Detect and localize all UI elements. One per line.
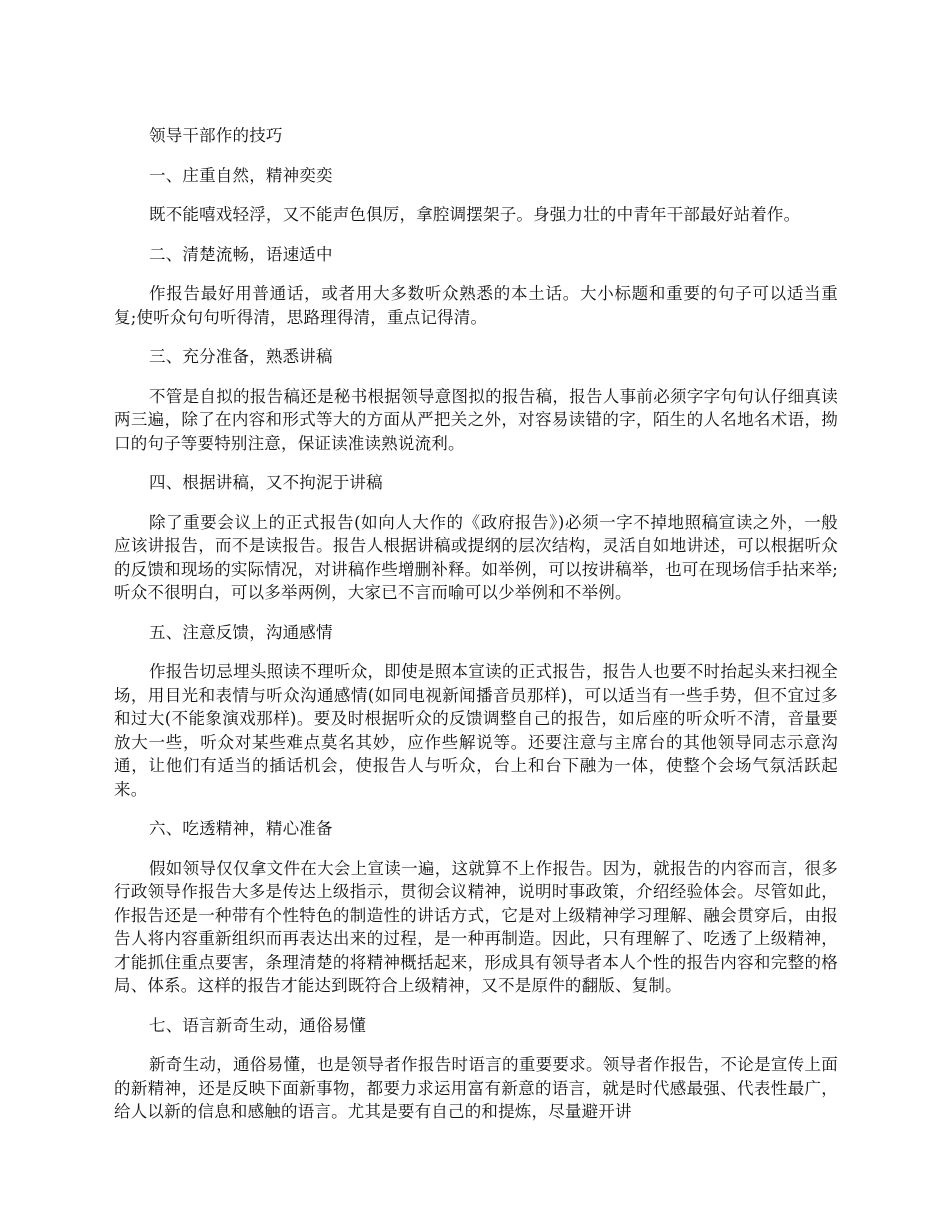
section-heading-7: 七、语言新奇生动，通俗易懂 [149, 1015, 367, 1035]
section-body-5: 作报告切忌埋头照读不理听众，即使是照本宣读的正式报告，报告人也要不时抬起头来扫视全场，用目光和表情与听众沟通感情(如同电视新闻播音员那样)，可以适当有一些手势，但不宜过多和过大(不能象演戏那样)。要及时根据听众的反馈调整自己的报告，如后座的听众听不清，音量要放大一些，听众对某些难点莫名其妙，应作些解说等。还要注意与主席台的其他领导同志示意沟通，让他们有适当的插话机会，使报告人与听众，台上和台下融为一体，使整个会场气氛活跃起来。 [114, 662, 838, 799]
section-body-2: 作报告最好用普通话，或者用大多数听众熟悉的本土话。大小标题和重要的句子可以适当重复;使听众句句听得清，思路理得清，重点记得清。 [114, 284, 838, 327]
section-heading-2: 二、清楚流畅，语速适中 [149, 244, 333, 264]
document-page [114, 124, 838, 1140]
document-title: 领导干部作的技巧 [149, 126, 283, 145]
section-heading-5: 五、注意反馈，沟通感情 [149, 622, 333, 642]
section-heading-3: 三、充分准备，熟悉讲稿 [149, 347, 333, 366]
section-heading-1: 一、庄重自然，精神奕奕 [149, 165, 333, 185]
section-body-1: 既不能嘻戏轻浮，又不能声色俱厉，拿腔调摆架子。身强力壮的中青年干部最好站着作。 [149, 205, 801, 224]
section-body-7: 新奇生动，通俗易懂，也是领导者作报告时语言的重要要求。领导者作报告，不论是宣传上面的新精神，还是反映下面新事物，都要力求运用富有新意的语言，就是时代感最强、代表性最广，给人以新的信息和感触的语言。尤其是要有自己的和提炼，尽量避开讲 [114, 1055, 838, 1121]
section-heading-4: 四、根据讲稿，又不拘泥于讲稿 [149, 473, 383, 492]
section-body-4: 除了重要会议上的正式报告(如向人大作的《政府报告》)必须一字不掉地照稿宣读之外，一般应该讲报告，而不是读报告。报告人根据讲稿或提纲的层次结构，灵活自如地讲述，可以根据听众的反馈和现场的实际情况，对讲稿作些增删补释。如举例，可以按讲稿举，也可在现场信手拈来举;听众不很明白，可以多举两例，大家已不言而喻可以少举例和不举例。 [114, 512, 838, 602]
section-body-6: 假如领导仅仅拿文件在大会上宣读一遍，这就算不上作报告。因为，就报告的内容而言，很多行政领导作报告大多是传达上级指示，贯彻会议精神，说明时事政策，介绍经验体会。尽管如此，作报告还是一种带有个性特色的制造性的讲话方式，它是对上级精神学习理解、融会贯穿后，由报告人将内容重新组织而再表达出来的过程，是一种再制造。因此，只有理解了、吃透了上级精神，才能抓住重点要害，条理清楚的将精神概括起来，形成具有领导者本人个性的报告内容和完整的格局、体系。这样的报告才能达到既符合上级精神，又不是原件的翻版、复制。 [114, 858, 838, 995]
section-heading-6: 六、吃透精神，精心准备 [149, 819, 333, 838]
section-body-3: 不管是自拟的报告稿还是秘书根据领导意图拟的报告稿，报告人事前必须字字句句认仔细真读两三遍，除了在内容和形式等大的方面从严把关之外，对容易读错的字，陌生的人名地名术语，拗口的句子等要特别注意，保证读准读熟说流利。 [114, 386, 838, 453]
